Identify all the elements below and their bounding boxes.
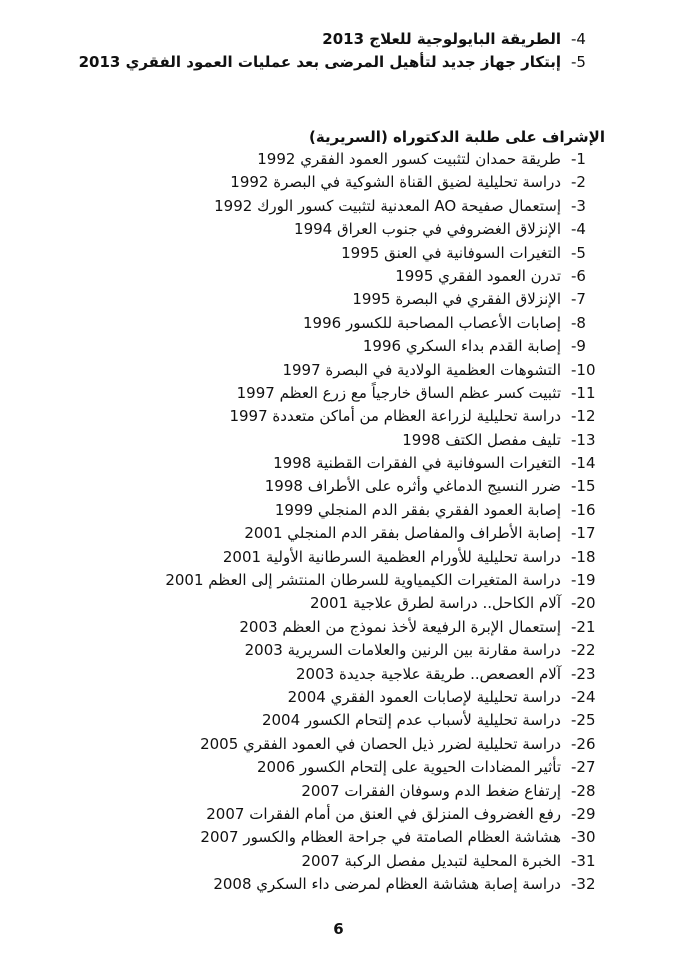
item-text: دراسة تحليلية لزراعة العظام من أماكن متعددة 1997 [229, 407, 561, 426]
list-item [45, 733, 605, 756]
item-number: -30 [571, 828, 596, 847]
item-text: إصابة القدم بداء السكري 1996 [362, 337, 561, 356]
item-number: -12 [571, 407, 596, 426]
item-number: -28 [571, 781, 596, 800]
item-number: -4 [571, 220, 586, 239]
list-item [45, 616, 605, 639]
item-number: -8 [571, 313, 586, 332]
item-text: دراسة مقارنة بين الرنين والعلامات السريرية 2003 [244, 641, 561, 660]
item-number: -27 [571, 758, 596, 777]
list-item [45, 826, 605, 849]
list-item [45, 639, 605, 662]
item-number: -32 [571, 875, 596, 894]
list-item [45, 522, 605, 545]
list-item [45, 546, 605, 569]
item-number: -19 [571, 571, 596, 590]
list-item [45, 382, 605, 405]
list-item [45, 780, 605, 803]
item-number: -5 [571, 243, 586, 262]
item-text: رفع الغضروف المنزلق في العنق من أمام الفقرات 2007 [206, 804, 561, 823]
list-item [45, 218, 605, 241]
item-number: -4 [571, 30, 586, 48]
item-text: دراسة إصابة هشاشة العظام لمرضى داء السكري 2008 [213, 875, 561, 894]
item-text: إرتفاع ضغط الدم وسوفان الفقرات 2007 [301, 781, 561, 800]
section-heading: الإشراف على طلبة الدكتوراه (السريرية) [309, 128, 605, 146]
list-item [45, 28, 605, 51]
item-text: آلام الكاحل.. دراسة لطرق علاجية 2001 [309, 594, 561, 613]
item-number: -18 [571, 547, 596, 566]
item-number: -3 [571, 196, 586, 215]
item-number: -2 [571, 173, 586, 192]
list-item [45, 148, 605, 171]
item-text: الطريقة البايولوجية للعلاج 2013 [322, 30, 561, 48]
item-number: -31 [571, 851, 596, 870]
item-text: ضرر النسيج الدماغي وأثره على الأطراف 1998 [264, 477, 561, 496]
item-text: تدرن العمود الفقري 1995 [395, 266, 561, 285]
item-number: -14 [571, 454, 596, 473]
list-item [45, 265, 605, 288]
item-text: إبتكار جهاز جديد لتأهيل المرضى بعد عمليات العمود الفقري 2013 [78, 53, 561, 72]
item-number: -26 [571, 734, 596, 753]
list-item [45, 803, 605, 826]
item-text: الخبرة المحلية لتبديل مفصل الركبة 2007 [301, 851, 561, 870]
list-item [45, 592, 605, 615]
list-item [45, 850, 605, 873]
item-number: -17 [571, 524, 596, 543]
item-text: التشوهات العظمية الولادية في البصرة 1997 [282, 360, 561, 379]
item-number: -29 [571, 804, 596, 823]
item-text: التغيرات السوفانية في الفقرات القطنية 1998 [273, 454, 561, 473]
item-number: -16 [571, 500, 596, 519]
item-text: إستعمال صفيحة AO المعدنية لتثبيت كسور الورك 1992 [214, 196, 561, 215]
list-item [45, 873, 605, 896]
item-number: -23 [571, 664, 596, 683]
item-text: إصابة الأطراف والمفاصل بفقر الدم المنجلي 2001 [244, 524, 561, 543]
item-text: طريقة حمدان لتثبيت كسور العمود الفقري 1992 [257, 150, 561, 168]
item-text: دراسة تحليلية لإصابات العمود الفقري 2004 [287, 687, 561, 706]
item-number: -21 [571, 617, 596, 636]
list-item [45, 569, 605, 592]
list-item [45, 359, 605, 382]
list-item [45, 756, 605, 779]
item-number: -15 [571, 477, 596, 496]
item-number: -20 [571, 594, 596, 613]
item-number: -22 [571, 641, 596, 660]
previous-items-list [45, 28, 605, 75]
list-item [45, 686, 605, 709]
item-number: -1 [571, 150, 586, 168]
list-item [45, 405, 605, 428]
list-item [45, 171, 605, 194]
item-text: التغيرات السوفانية في العنق 1995 [341, 243, 561, 262]
list-item [45, 452, 605, 475]
item-text: آلام العصعص.. طريقة علاجية جديدة 2003 [296, 664, 561, 683]
list-item [45, 312, 605, 335]
item-text: دراسة المتغيرات الكيمياوية للسرطان المنتشر إلى العظم 2001 [165, 571, 561, 590]
list-item [45, 709, 605, 732]
list-item [45, 242, 605, 265]
list-item [45, 195, 605, 218]
supervision-list [45, 148, 605, 897]
list-item [45, 499, 605, 522]
item-text: إستعمال الإبرة الرفيعة لأخذ نموذج من العظم 2003 [239, 617, 561, 636]
item-number: -24 [571, 687, 596, 706]
item-text: دراسة تحليلية لأسباب عدم إلتحام الكسور 2004 [261, 711, 561, 730]
item-text: تليف مفصل الكتف 1998 [402, 430, 561, 449]
list-item [45, 335, 605, 358]
item-text: دراسة تحليلية للأورام العظمية السرطانية الأولية 2001 [222, 547, 561, 566]
list-item [45, 663, 605, 686]
item-text: إصابة العمود الفقري بفقر الدم المنجلي 1999 [274, 500, 561, 519]
item-number: -6 [571, 266, 586, 285]
item-text: دراسة تحليلية لضرر ذيل الحصان في العمود الفقري 2005 [200, 734, 561, 753]
item-number: -7 [571, 290, 586, 309]
list-item [45, 51, 605, 74]
item-number: -10 [571, 360, 596, 379]
item-number: -11 [571, 383, 596, 402]
list-item [45, 429, 605, 452]
item-number: -5 [571, 53, 586, 72]
list-item [45, 475, 605, 498]
item-text: إصابات الأعصاب المصاحبة للكسور 1996 [303, 313, 561, 332]
item-text: الإنزلاق الفقري في البصرة 1995 [352, 290, 561, 309]
list-item [45, 288, 605, 311]
item-number: -9 [571, 337, 586, 356]
item-number: -25 [571, 711, 596, 730]
page-number: 6 [333, 920, 344, 938]
item-number: -13 [571, 430, 596, 449]
item-text: تثبيت كسر عظم الساق خارجياً مع زرع العظم 1997 [236, 383, 561, 402]
item-text: تأثير المضادات الحيوية على إلتحام الكسور 2006 [256, 758, 561, 777]
item-text: الإنزلاق الغضروفي في جنوب العراق 1994 [294, 220, 561, 239]
item-text: دراسة تحليلية لضيق القناة الشوكية في البصرة 1992 [230, 173, 561, 192]
item-text: هشاشة العظام الصامتة في جراحة العظام والكسور 2007 [200, 828, 561, 847]
